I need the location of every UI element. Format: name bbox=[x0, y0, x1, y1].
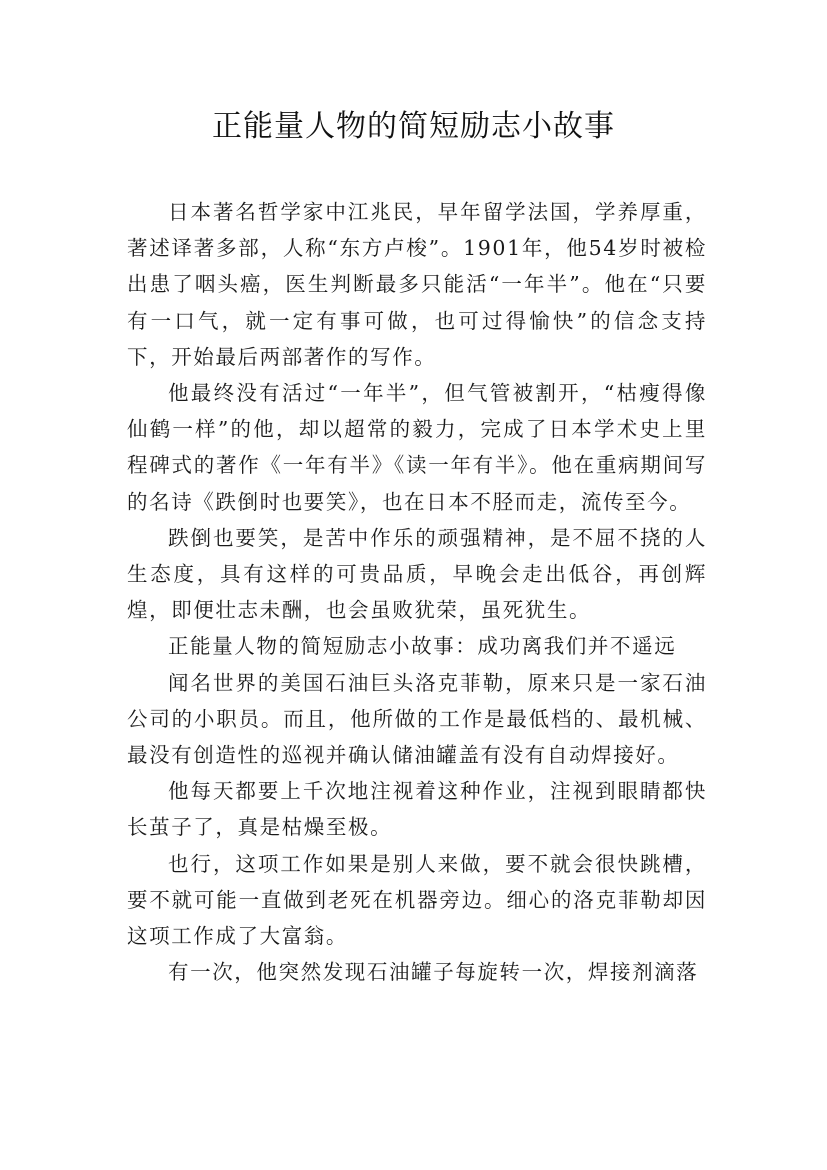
paragraph: 日本著名哲学家中江兆民，早年留学法国，学养厚重，著述译著多部，人称“东方卢梭”。1901年，他54岁时被检出患了咽头癌，医生判断最多只能活“一年半”。他在“只要有一口气，就一定有事可做，也可过得愉快”的信念支持下，开始最后两部著作的写作。 bbox=[127, 200, 707, 369]
paragraph: 他最终没有活过“一年半”，但气管被割开，“枯瘦得像仙鹤一样”的他，却以超常的毅力，完成了日本学术史上里程碑式的著作《一年有半》《读一年有半》。他在重病期间写的名诗《跌倒时也要笑》，也在日本不胫而走，流传至今。 bbox=[127, 381, 707, 514]
document-body bbox=[127, 194, 707, 990]
paragraph: 他每天都要上千次地注视着这种作业，注视到眼睛都快长茧子了，真是枯燥至极。 bbox=[127, 779, 707, 840]
section-heading: 正能量人物的简短励志小故事：成功离我们并不遥远 bbox=[168, 634, 677, 659]
paragraph: 有一次，他突然发现石油罐子每旋转一次，焊接剂滴落 bbox=[168, 960, 699, 985]
paragraph: 闻名世界的美国石油巨头洛克菲勒，原来只是一家石油公司的小职员。而且，他所做的工作是最低档的、最机械、最没有创造性的巡视并确认储油罐盖有没有自动焊接好。 bbox=[127, 670, 707, 768]
document-title: 正能量人物的简短励志小故事 bbox=[212, 109, 615, 144]
paragraph: 跌倒也要笑，是苦中作乐的顽强精神，是不屈不挠的人生态度，具有这样的可贵品质，早晚会走出低谷，再创辉煌，即便壮志未酬，也会虽败犹荣，虽死犹生。 bbox=[127, 525, 707, 623]
paragraph: 也行，这项工作如果是别人来做，要不就会很快跳槽，要不就可能一直做到老死在机器旁边。细心的洛克菲勒却因这项工作成了大富翁。 bbox=[127, 851, 707, 949]
